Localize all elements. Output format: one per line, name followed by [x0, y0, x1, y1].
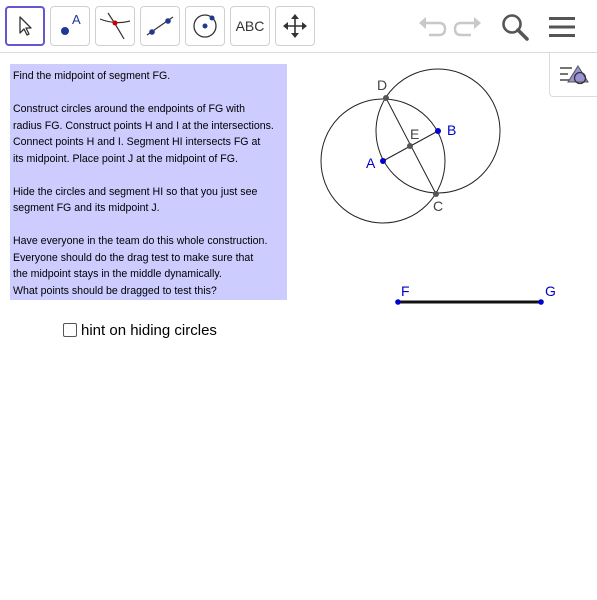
instruction-line: Have everyone in the team do this whole construction. — [13, 235, 268, 247]
instruction-line: the midpoint stays in the middle dynamically. — [13, 268, 222, 280]
instruction-line: Connect points H and I. Segment HI intersects FG at — [13, 136, 261, 148]
move-tool-button[interactable] — [5, 6, 45, 46]
instruction-line: Find the midpoint of segment FG. — [13, 70, 171, 82]
point-icon — [55, 11, 85, 41]
instruction-line: Construct circles around the endpoints of FG with — [13, 103, 245, 115]
label-a: A — [366, 155, 376, 171]
point-d[interactable] — [383, 95, 389, 101]
four-arrows-icon — [282, 13, 308, 39]
text-tool-button[interactable] — [230, 6, 270, 46]
menu-button[interactable] — [545, 10, 579, 44]
point-e[interactable] — [407, 143, 413, 149]
point-tool-button[interactable] — [50, 6, 90, 46]
arrow-cursor-icon — [15, 15, 35, 37]
intersect-icon — [98, 11, 132, 41]
label-d: D — [377, 77, 388, 93]
redo-icon — [453, 15, 483, 39]
circle-center-icon — [190, 11, 220, 41]
instruction-line: radius FG. Construct points H and I at the intersections. — [13, 119, 274, 132]
hamburger-menu-icon — [547, 14, 577, 40]
move-graphics-tool-button[interactable] — [275, 6, 315, 46]
search-button[interactable] — [498, 10, 532, 44]
instruction-line: What points should be dragged to test this? — [13, 284, 217, 297]
point-f[interactable] — [395, 299, 401, 305]
search-icon — [500, 12, 530, 42]
label-c: C — [433, 198, 444, 214]
point-g[interactable] — [538, 299, 544, 305]
instruction-line: its midpoint. Place point J at the midpoint of FG. — [13, 152, 238, 165]
instruction-line: segment FG and its midpoint J. — [13, 202, 160, 214]
undo-button[interactable] — [415, 10, 449, 44]
intersect-tool-button[interactable] — [95, 6, 135, 46]
graphics-view[interactable] — [0, 53, 597, 600]
segment-icon — [143, 11, 177, 41]
point-a[interactable] — [380, 158, 386, 164]
point-b[interactable] — [435, 128, 441, 134]
instruction-line: Everyone should do the drag test to make sure that — [13, 251, 254, 264]
instruction-line: Hide the circles and segment HI so that you just see — [13, 185, 258, 198]
label-g: G — [545, 283, 556, 299]
label-b: B — [447, 122, 457, 138]
hint-label: hint on hiding circles — [81, 321, 217, 339]
point-tool-glyph: A — [72, 12, 81, 27]
toolbar — [0, 0, 597, 53]
undo-icon — [417, 15, 447, 39]
circle-tool-button[interactable] — [185, 6, 225, 46]
segment-tool-button[interactable] — [140, 6, 180, 46]
redo-button[interactable] — [451, 10, 485, 44]
text-tool-label: ABC — [235, 18, 265, 34]
label-f: F — [401, 283, 410, 299]
label-e: E — [410, 126, 420, 142]
point-c[interactable] — [433, 191, 439, 197]
